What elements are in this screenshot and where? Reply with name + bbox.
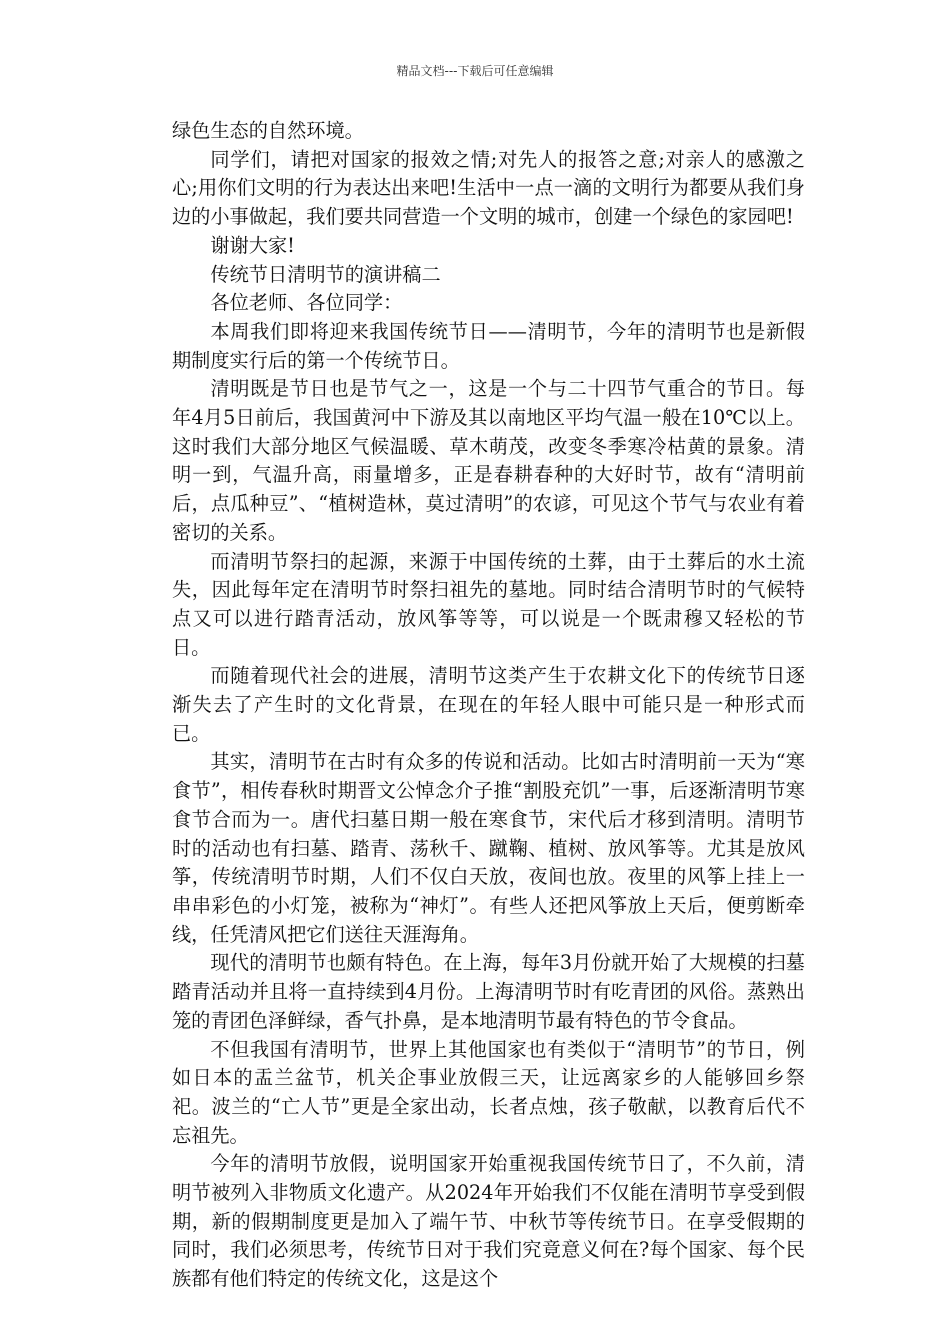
paragraph: 清明既是节日也是节气之一，这是一个与二十四节气重合的节日。每年4月5日前后，我国黄河中下游及其以南地区平均气温一般在10℃以上。这时我们大部分地区气候温暖、草木萌茂，改变冬季寒冷枯黄的景象。清明一到，气温升高，雨量增多，正是春耕春种的大好时节，故有“清明前后，点瓜种豆”、“植树造林，莫过清明”的农谚，可见这个节气与农业有着密切的关系。 bbox=[172, 377, 805, 544]
paragraph: 而清明节祭扫的起源，来源于中国传统的土葬，由于土葬后的水土流失，因此每年定在清明节时祭扫祖先的墓地。同时结合清明节时的气候特点又可以进行踏青活动，放风筝等等，可以说是一个既肃穆又轻松的节日。 bbox=[172, 549, 805, 659]
document-body bbox=[172, 117, 805, 1294]
paragraph: 同学们，请把对国家的报效之情;对先人的报答之意;对亲人的感激之心;用你们文明的行为表达出来吧!生活中一点一滴的文明行为都要从我们身边的小事做起，我们要共同营造一个文明的城市，创建一个绿色的家园吧! bbox=[172, 147, 805, 229]
paragraph: 而随着现代社会的进展，清明节这类产生于农耕文化下的传统节日逐渐失去了产生时的文化背景，在现在的年轻人眼中可能只是一种形式而已。 bbox=[172, 664, 805, 745]
paragraph: 不但我国有清明节，世界上其他国家也有类似于“清明节”的节日，例如日本的盂兰盆节，机关企事业放假三天，让远离家乡的人能够回乡祭祀。波兰的“亡人节”更是全家出动，长者点烛，孩子敬献，以教育后代不忘祖先。 bbox=[172, 1037, 805, 1147]
section-title: 传统节日清明节的演讲稿二 bbox=[210, 262, 441, 286]
paragraph: 其实，清明节在古时有众多的传说和活动。比如古时清明前一天为“寒食节”，相传春秋时期晋文公悼念介子推“割股充饥”一事，后逐渐清明节寒食节合而为一。唐代扫墓日期一般在寒食节，宋代后才移到清明。清明节时的活动也有扫墓、踏青、荡秋千、蹴鞠、植树、放风筝等。尤其是放风筝，传统清明节时期，人们不仅白天放，夜间也放。夜里的风筝上挂上一串串彩色的小灯笼，被称为“神灯”。有些人还把风筝放上天后，便剪断牵线，任凭清风把它们送往天涯海角。 bbox=[172, 750, 805, 946]
paragraph: 现代的清明节也颇有特色。在上海，每年3月份就开始了大规模的扫墓踏青活动并且将一直持续到4月份。上海清明节时有吃青团的风俗。蒸熟出笼的青团色泽鲜绿，香气扑鼻，是本地清明节最有特色的节令食品。 bbox=[172, 951, 805, 1032]
paragraph: 本周我们即将迎来我国传统节日——清明节，今年的清明节也是新假期制度实行后的第一个传统节日。 bbox=[172, 319, 805, 372]
paragraph: 绿色生态的自然环境。 bbox=[172, 119, 364, 142]
paragraph: 今年的清明节放假，说明国家开始重视我国传统节日了，不久前，清明节被列入非物质文化遗产。从2024年开始我们不仅能在清明节享受到假期，新的假期制度更是加入了端午节、中秋节等传统节日。在享受假期的同时，我们必须思考，传统节日对于我们究竟意义何在?每个国家、每个民族都有他们特定的传统文化，这是这个 bbox=[172, 1152, 805, 1291]
salutation: 各位老师、各位同学： bbox=[210, 291, 403, 315]
paragraph: 谢谢大家! bbox=[210, 233, 295, 257]
page-header: 精品文档---下载后可任意编辑 bbox=[396, 64, 554, 78]
